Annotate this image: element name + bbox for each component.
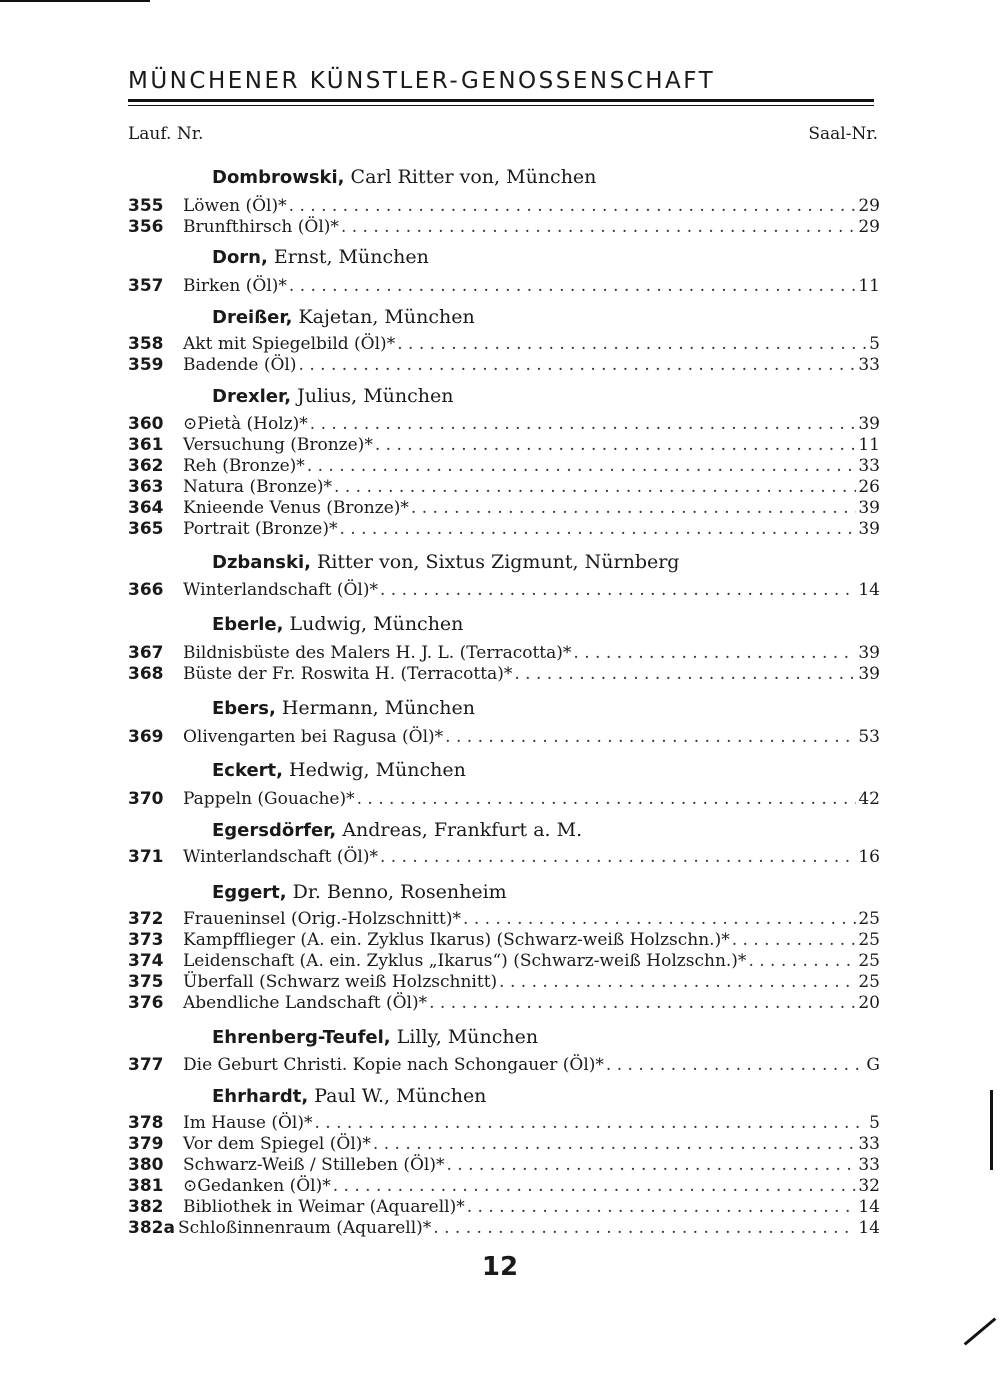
entry-line	[183, 580, 880, 600]
saal-number: 39	[858, 664, 880, 684]
saal-number: 39	[858, 498, 880, 518]
lauf-number: 356	[128, 217, 164, 237]
lauf-number: 365	[128, 519, 164, 539]
artist-name: Dombrowski,	[212, 167, 345, 188]
dot-leader	[606, 1055, 865, 1075]
catalog-entry-row	[128, 1197, 880, 1218]
dot-leader	[433, 1218, 856, 1238]
saal-number: 25	[858, 930, 880, 950]
lauf-number: 372	[128, 909, 164, 929]
artist-heading	[212, 306, 475, 328]
saal-number: 16	[858, 847, 880, 867]
artist-name: Ehrhardt,	[212, 1086, 309, 1107]
catalog-entry-row	[128, 477, 880, 498]
saal-number: 26	[858, 477, 880, 497]
lauf-number: 376	[128, 993, 164, 1013]
dot-leader	[373, 1134, 856, 1154]
entry-line	[183, 414, 880, 434]
lauf-number: 364	[128, 498, 164, 518]
catalog-entry-row	[128, 972, 880, 993]
artist-info: Julius, München	[291, 385, 454, 407]
entry-line	[183, 519, 880, 539]
artist-name: Dorn,	[212, 247, 268, 268]
artist-heading	[212, 881, 507, 903]
artwork-title: Leidenschaft (A. ein. Zyklus „Ikarus“) (Schwarz-weiß Holzschn.)*	[183, 951, 747, 971]
saal-number: 5	[869, 334, 880, 354]
lauf-number: 362	[128, 456, 164, 476]
artist-name: Dreißer,	[212, 307, 293, 328]
artist-info: Carl Ritter von, München	[344, 166, 597, 188]
entry-line	[183, 217, 880, 237]
saal-number: 33	[858, 1134, 880, 1154]
artist-name: Ebers,	[212, 698, 276, 719]
lauf-number: 381	[128, 1176, 164, 1196]
lauf-number: 379	[128, 1134, 164, 1154]
artwork-title: Büste der Fr. Roswita H. (Terracotta)*	[183, 664, 513, 684]
artist-info: Paul W., München	[308, 1085, 487, 1107]
lauf-number: 361	[128, 435, 164, 455]
artist-info: Kajetan, München	[292, 306, 475, 328]
saal-nr-label: Saal-Nr.	[808, 124, 878, 144]
entry-line	[183, 196, 880, 216]
saal-number: 14	[858, 1197, 880, 1217]
dot-leader	[514, 664, 856, 684]
lauf-number: 366	[128, 580, 164, 600]
entry-line	[183, 456, 880, 476]
entry-line	[183, 664, 880, 684]
catalog-entry-row	[128, 1134, 880, 1155]
dot-leader	[310, 414, 857, 434]
entry-line	[183, 1113, 880, 1133]
artist-info: Dr. Benno, Rosenheim	[286, 881, 507, 903]
artwork-title: Versuchung (Bronze)*	[183, 435, 373, 455]
saal-number: 39	[858, 414, 880, 434]
artist-name: Eggert,	[212, 882, 287, 903]
dot-leader	[334, 477, 856, 497]
artwork-title: Fraueninsel (Orig.-Holzschnitt)*	[183, 909, 462, 929]
entry-line	[183, 276, 880, 296]
lauf-number: 360	[128, 414, 164, 434]
lauf-number: 357	[128, 276, 164, 296]
artwork-title: Pappeln (Gouache)*	[183, 789, 355, 809]
catalog-entry-row	[128, 664, 880, 685]
entry-line	[183, 498, 880, 518]
dot-leader	[375, 435, 857, 455]
dot-leader	[397, 334, 867, 354]
dot-leader	[314, 1113, 867, 1133]
lauf-number: 368	[128, 664, 164, 684]
catalog-entry-row	[128, 1113, 880, 1134]
artwork-title: Abendliche Landschaft (Öl)*	[183, 993, 428, 1013]
saal-number: 14	[858, 580, 880, 600]
entry-line	[183, 477, 880, 497]
artwork-title: Bibliothek in Weimar (Aquarell)*	[183, 1197, 465, 1217]
catalog-entry-row	[128, 456, 880, 477]
artwork-title: Winterlandschaft (Öl)*	[183, 580, 378, 600]
dot-leader	[467, 1197, 857, 1217]
lauf-nr-label: Lauf. Nr.	[128, 124, 204, 144]
artwork-title: Brunfthirsch (Öl)*	[183, 217, 339, 237]
catalog-entry-row	[128, 1055, 880, 1076]
catalog-entry-row	[128, 1176, 880, 1197]
artist-name: Eberle,	[212, 614, 284, 635]
artwork-title: ⊙Gedanken (Öl)*	[183, 1176, 331, 1196]
artwork-title: Die Geburt Christi. Kopie nach Schongauer (Öl)*	[183, 1055, 604, 1075]
artwork-title: Portrait (Bronze)*	[183, 519, 338, 539]
artist-info: Hedwig, München	[282, 759, 466, 781]
catalog-entry-row	[128, 217, 880, 238]
artwork-title: Vor dem Spiegel (Öl)*	[183, 1134, 371, 1154]
entry-line	[183, 1176, 880, 1196]
dot-leader	[380, 580, 856, 600]
artist-heading	[212, 1085, 486, 1107]
artist-info: Ludwig, München	[283, 613, 464, 635]
catalog-entry-row	[128, 498, 880, 519]
dot-leader	[357, 789, 857, 809]
saal-number: 33	[858, 355, 880, 375]
artwork-title: Birken (Öl)*	[183, 276, 287, 296]
lauf-number: 382	[128, 1197, 164, 1217]
entry-line	[183, 951, 880, 971]
saal-number: 53	[858, 727, 880, 747]
artwork-title: ⊙Pietà (Holz)*	[183, 414, 308, 434]
artwork-title: Bildnisbüste des Malers H. J. L. (Terracotta)*	[183, 643, 572, 663]
lauf-number: 371	[128, 847, 164, 867]
catalog-entry-row	[128, 435, 880, 456]
artist-info: Lilly, München	[390, 1026, 539, 1048]
artist-name: Eckert,	[212, 760, 283, 781]
dot-leader	[380, 847, 856, 867]
artist-heading	[212, 551, 679, 573]
catalog-entry-row	[128, 580, 880, 601]
dot-leader	[732, 930, 857, 950]
catalog-entry-row	[128, 643, 880, 664]
saal-number: 29	[858, 217, 880, 237]
saal-number: 25	[858, 951, 880, 971]
artist-name: Dzbanski,	[212, 552, 311, 573]
saal-number: 33	[858, 1155, 880, 1175]
entry-line	[183, 930, 880, 950]
artwork-title: Knieende Venus (Bronze)*	[183, 498, 409, 518]
dot-leader	[748, 951, 856, 971]
saal-number: 14	[858, 1218, 880, 1238]
entry-line	[183, 727, 880, 747]
dot-leader	[445, 727, 856, 747]
artwork-title: Schwarz-Weiß / Stilleben (Öl)*	[183, 1155, 445, 1175]
saal-number: 11	[858, 435, 880, 455]
dot-leader	[573, 643, 856, 663]
lauf-number: 378	[128, 1113, 164, 1133]
catalog-entry-row	[128, 1155, 880, 1176]
artwork-title: Kampfflieger (A. ein. Zyklus Ikarus) (Schwarz-weiß Holzschn.)*	[183, 930, 730, 950]
lauf-number: 355	[128, 196, 164, 216]
entry-line	[183, 972, 880, 992]
artwork-title: Badende (Öl)	[183, 355, 297, 375]
catalog-entry-row	[128, 847, 880, 868]
saal-number: 5	[869, 1113, 880, 1133]
lauf-number: 363	[128, 477, 164, 497]
dot-leader	[289, 196, 857, 216]
saal-number: 33	[858, 456, 880, 476]
dot-leader	[446, 1155, 856, 1175]
page-number: 12	[481, 1252, 519, 1282]
catalog-entry-row	[128, 909, 880, 930]
catalog-entry-row	[128, 519, 880, 540]
entry-line	[183, 1197, 880, 1217]
dot-leader	[333, 1176, 857, 1196]
dot-leader	[299, 355, 857, 375]
artwork-title: Reh (Bronze)*	[183, 456, 305, 476]
lauf-number: 373	[128, 930, 164, 950]
catalog-entry-row	[128, 727, 880, 748]
artwork-title: Im Hause (Öl)*	[183, 1113, 313, 1133]
artist-info: Andreas, Frankfurt a. M.	[336, 819, 583, 841]
artwork-title: Löwen (Öl)*	[183, 196, 287, 216]
catalog-entry-row	[128, 930, 880, 951]
catalog-entry-row	[128, 789, 880, 810]
entry-line	[183, 355, 880, 375]
catalog-entry-row	[128, 414, 880, 435]
catalog-entry-row	[128, 951, 880, 972]
artist-name: Egersdörfer,	[212, 820, 337, 841]
saal-number: 39	[858, 643, 880, 663]
dot-leader	[341, 217, 856, 237]
artist-heading	[212, 166, 596, 188]
lauf-number: 382a	[128, 1218, 175, 1238]
lauf-number: 375	[128, 972, 164, 992]
artist-info: Hermann, München	[275, 697, 475, 719]
catalog-entry-row	[128, 276, 880, 297]
lauf-number: 359	[128, 355, 164, 375]
artist-name: Drexler,	[212, 386, 292, 407]
dot-leader	[307, 456, 857, 476]
entry-line	[183, 1134, 880, 1154]
page-header-title: MÜNCHENER KÜNSTLER-GENOSSENSCHAFT	[128, 68, 716, 94]
saal-number: 32	[858, 1176, 880, 1196]
lauf-number: 370	[128, 789, 164, 809]
entry-line	[178, 1218, 880, 1238]
lauf-number: 358	[128, 334, 164, 354]
artist-heading	[212, 759, 466, 781]
catalog-entry-row	[128, 334, 880, 355]
artist-heading	[212, 1026, 538, 1048]
artwork-title: Winterlandschaft (Öl)*	[183, 847, 378, 867]
artwork-title: Akt mit Spiegelbild (Öl)*	[183, 334, 396, 354]
catalog-entry-row	[128, 196, 880, 217]
dot-leader	[411, 498, 856, 518]
artist-heading	[212, 246, 429, 268]
saal-number: 25	[858, 909, 880, 929]
catalog-entry-row	[128, 355, 880, 376]
lauf-number: 377	[128, 1055, 164, 1075]
dot-leader	[499, 972, 856, 992]
lauf-number: 369	[128, 727, 164, 747]
dot-leader	[463, 909, 856, 929]
entry-line	[183, 1055, 880, 1075]
saal-number: 11	[858, 276, 880, 296]
artist-name: Ehrenberg-Teufel,	[212, 1027, 391, 1048]
saal-number: 42	[858, 789, 880, 809]
entry-line	[183, 334, 880, 354]
artist-heading	[212, 697, 475, 719]
artist-info: Ritter von, Sixtus Zigmunt, Nürnberg	[310, 551, 680, 573]
artist-heading	[212, 613, 463, 635]
artwork-title: Schloßinnenraum (Aquarell)*	[178, 1218, 432, 1238]
catalog-entry-row	[128, 993, 880, 1014]
artwork-title: Olivengarten bei Ragusa (Öl)*	[183, 727, 444, 747]
lauf-number: 367	[128, 643, 164, 663]
entry-line	[183, 643, 880, 663]
dot-leader	[289, 276, 856, 296]
artist-heading	[212, 819, 582, 841]
saal-number: 39	[858, 519, 880, 539]
dot-leader	[429, 993, 856, 1013]
dot-leader	[339, 519, 856, 539]
entry-line	[183, 909, 880, 929]
artwork-title: Überfall (Schwarz weiß Holzschnitt)	[183, 972, 498, 992]
artist-info: Ernst, München	[267, 246, 429, 268]
lauf-number: 380	[128, 1155, 164, 1175]
entry-line	[183, 435, 880, 455]
saal-number: 29	[858, 196, 880, 216]
artwork-title: Natura (Bronze)*	[183, 477, 333, 497]
lauf-number: 374	[128, 951, 164, 971]
entry-line	[183, 993, 880, 1013]
artist-heading	[212, 385, 454, 407]
entry-line	[183, 789, 880, 809]
catalog-entry-row	[128, 1218, 880, 1239]
entry-line	[183, 1155, 880, 1175]
saal-number: G	[866, 1055, 880, 1075]
entry-line	[183, 847, 880, 867]
saal-number: 25	[858, 972, 880, 992]
saal-number: 20	[858, 993, 880, 1013]
